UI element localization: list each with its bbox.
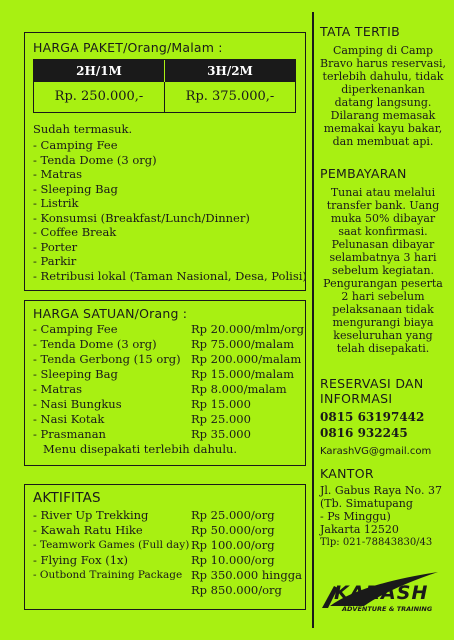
text-line: telah disepakati.	[336, 342, 430, 355]
text-line: Pelunasan dibayar	[331, 238, 435, 251]
text-line: sebelum kegiatan.	[331, 264, 435, 277]
paket-price-table	[33, 59, 296, 113]
paket-items	[33, 138, 307, 283]
aktifitas-item: - Teamwork Games (Full day)	[33, 539, 190, 551]
text-line: memakai kayu bakar,	[323, 122, 443, 135]
text-line: transfer bank. Uang	[326, 199, 440, 212]
text-line: mengurangi biaya	[332, 316, 434, 329]
list-item: - Sleeping Bag	[33, 181, 118, 196]
satuan-box	[24, 300, 306, 466]
text-line: terlebih dahulu, tidak	[322, 70, 444, 83]
kantor-address	[320, 484, 442, 549]
reservasi-phone-2[interactable]: 0816 932245	[320, 426, 408, 440]
address-line: Jakarta 12520	[320, 523, 399, 536]
text-line: saat konfirmasi.	[338, 225, 428, 238]
list-item: - Parkir	[33, 254, 77, 268]
satuan-item: - Nasi Bungkus	[33, 397, 122, 411]
text-line: dan membuat api.	[332, 135, 434, 148]
satuan-price: Rp 25.000	[191, 412, 251, 426]
satuan-item: - Tenda Gerbong (15 org)	[33, 352, 181, 366]
paket-price-2h1m: Rp. 250.000,-	[34, 82, 165, 112]
paket-price-3h2m: Rp. 375.000,-	[185, 89, 275, 104]
text-line: muka 50% dibayar	[330, 212, 436, 225]
tata-tertib-title: TATA TERTIB	[320, 24, 400, 39]
reservasi-title-2: INFORMASI	[320, 391, 393, 406]
satuan-item: - Matras	[33, 382, 83, 396]
reservasi-email[interactable]: KarashVG@gmail.com	[320, 446, 432, 457]
text-line: datang langsung.	[334, 96, 432, 109]
list-item: - Retribusi lokal (Taman Nasional, Desa, Polisi)	[33, 268, 307, 283]
satuan-price: Rp 200.000/malam	[191, 352, 302, 366]
reservasi-title: RESERVASI DAN	[320, 376, 424, 391]
aktifitas-box	[24, 484, 306, 610]
text-line: Pengurangan peserta	[323, 277, 443, 290]
satuan-price: Rp 35.000	[191, 427, 251, 441]
reservasi-phone-1[interactable]: 0815 63197442	[320, 410, 425, 424]
address-line: - Ps Minggu)	[320, 510, 391, 523]
text-line: Camping di Camp	[332, 44, 434, 57]
aktifitas-price: Rp 850.000/org	[191, 583, 282, 597]
paket-box	[24, 32, 306, 291]
tata-tertib-text	[316, 44, 450, 148]
pembayaran-text	[316, 186, 450, 355]
satuan-price: Rp 15.000	[191, 397, 251, 411]
paket-col-2h1m: 2H/1M	[34, 60, 165, 82]
list-item: - Konsumsi (Breakfast/Lunch/Dinner)	[33, 210, 250, 225]
satuan-title: HARGA SATUAN/Orang :	[33, 306, 188, 321]
satuan-price: Rp 20.000/mlm/org	[191, 322, 304, 336]
satuan-item: - Tenda Dome (3 org)	[33, 337, 157, 351]
text-line: Bravo harus reservasi,	[320, 57, 446, 70]
satuan-price: Rp 15.000/malam	[191, 367, 294, 381]
aktifitas-item: - Outbond Training Package	[33, 569, 183, 581]
paket-title: HARGA PAKET/Orang/Malam :	[33, 40, 223, 55]
text-line: 2 hari sebelum	[341, 290, 425, 303]
satuan-price: Rp 75.000/malam	[191, 337, 294, 351]
list-item: - Porter	[33, 239, 78, 254]
satuan-item: - Prasmanan	[33, 427, 106, 441]
kantor-title: KANTOR	[320, 466, 374, 481]
address-line: Tlp: 021-78843830/43	[320, 537, 433, 548]
satuan-item: - Nasi Kotak	[33, 412, 105, 426]
satuan-price: Rp 8.000/malam	[191, 382, 287, 396]
text-line: selambatnya 3 hari	[329, 251, 437, 264]
address-line: Jl. Gabus Raya No. 37	[320, 484, 442, 497]
aktifitas-item: - River Up Trekking	[33, 508, 149, 522]
list-item: - Camping Fee	[33, 138, 118, 152]
aktifitas-price: Rp 10.000/org	[191, 553, 275, 567]
aktifitas-item: - Kawah Ratu Hike	[33, 523, 143, 537]
aktifitas-price: Rp 25.000/org	[191, 508, 275, 522]
karash-logo	[320, 566, 446, 618]
address-line: (Tb. Simatupang	[320, 497, 413, 510]
list-item: - Matras	[33, 167, 83, 181]
text-line: Tunai atau melalui	[330, 186, 436, 199]
list-item: - Listrik	[33, 196, 79, 210]
aktifitas-title: AKTIFITAS	[33, 490, 101, 506]
list-item: - Coffee Break	[33, 225, 117, 239]
text-line: Dilarang memasak	[330, 109, 436, 122]
column-divider	[312, 12, 314, 628]
paket-col-3h2m: 3H/2M	[207, 64, 253, 78]
aktifitas-price: Rp 50.000/org	[191, 523, 275, 537]
pembayaran-title: PEMBAYARAN	[320, 166, 407, 181]
satuan-item: - Camping Fee	[33, 322, 118, 336]
paket-includes-label: Sudah termasuk.	[33, 122, 133, 136]
text-line: keseluruhan yang	[333, 329, 433, 342]
aktifitas-item: - Flying Fox (1x)	[33, 553, 128, 567]
logo-name: KARASH	[334, 582, 429, 604]
text-line: pelaksanaan tidak	[332, 303, 434, 316]
aktifitas-price: Rp 100.00/org	[191, 538, 275, 552]
satuan-item: - Sleeping Bag	[33, 367, 118, 381]
aktifitas-price: Rp 350.000 hingga	[191, 568, 302, 582]
list-item: - Tenda Dome (3 org)	[33, 152, 157, 167]
text-line: diperkenankan	[341, 83, 425, 96]
satuan-note: Menu disepakati terlebih dahulu.	[43, 442, 238, 456]
logo-tagline: ADVENTURE & TRAINING	[342, 605, 433, 613]
